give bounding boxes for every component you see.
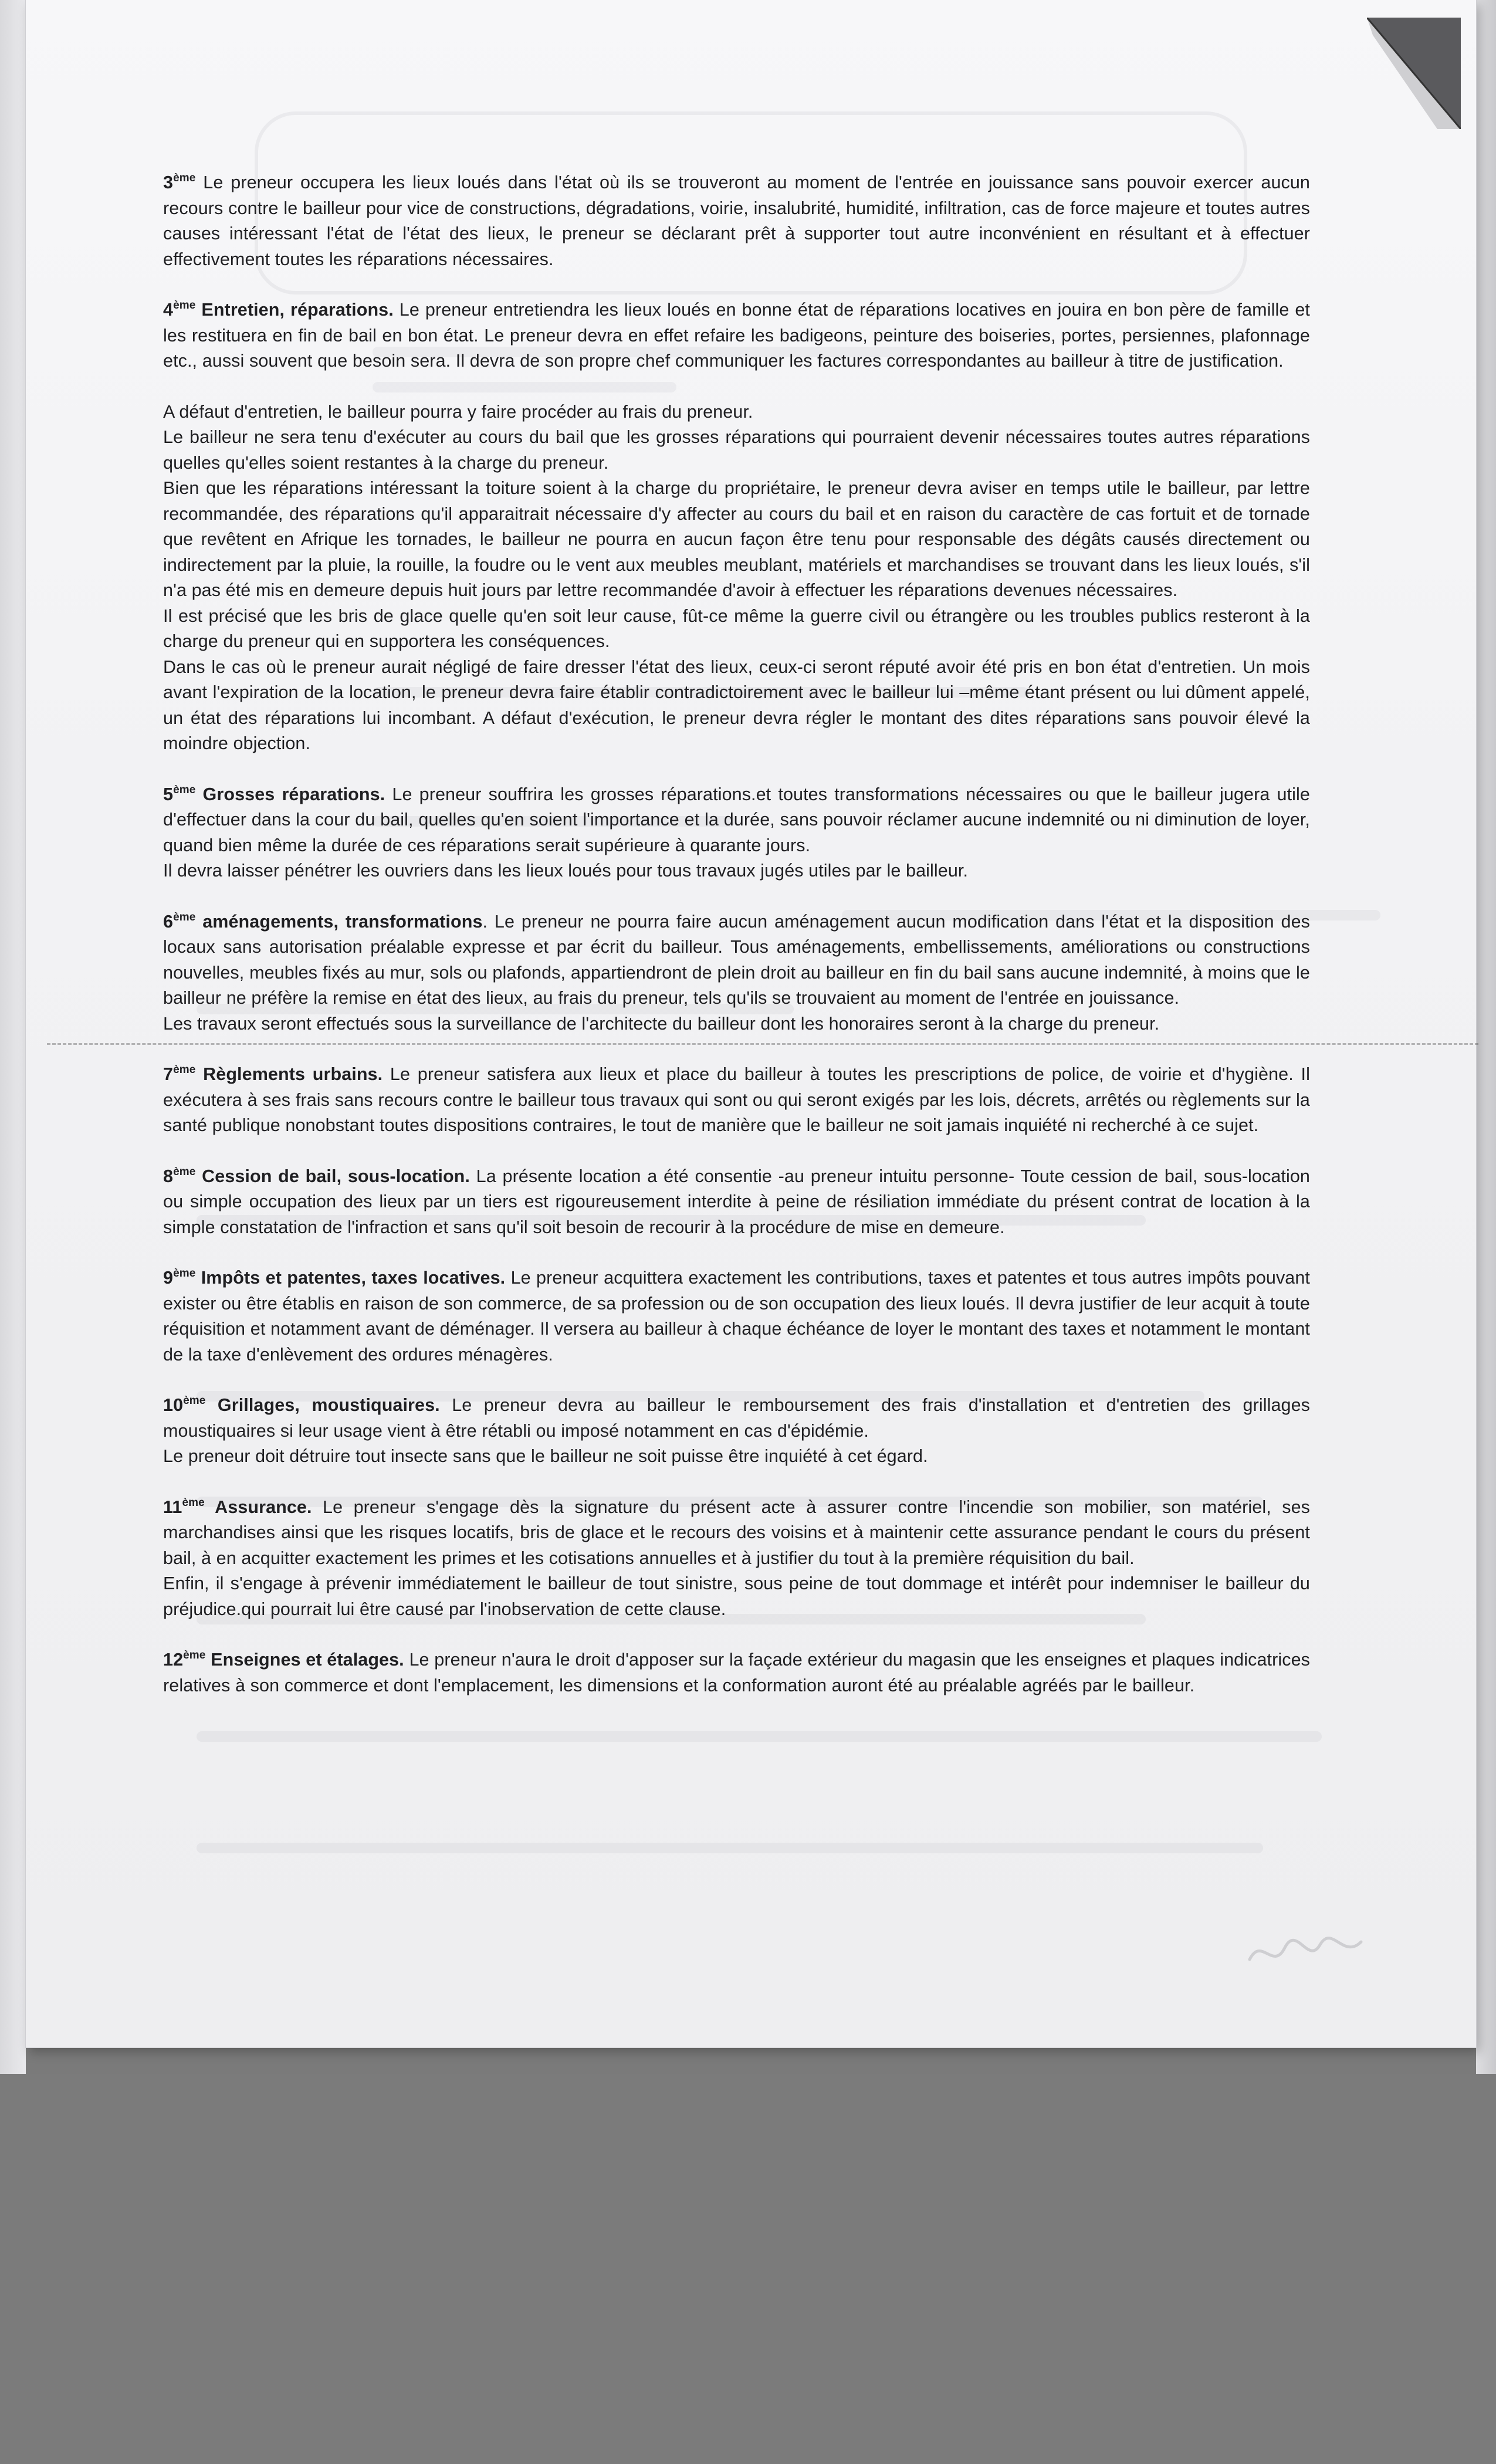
scan-right-edge (1476, 0, 1496, 2074)
clause-title: aménagements, transformations (195, 911, 483, 932)
clause-paragraph (163, 1062, 1310, 1139)
clause-number (163, 912, 195, 932)
clause-text: Le preneur occupera les lieux loués dans l'état où ils se trouveront au moment de l'entrée en jouissance sans pouvoir exercer aucun recours contre le bailleur pour vice de constructions, dégradations, voirie, insalubrité, humidité, infiltration, cas de force majeure et toutes autres causes intéressant l'état de l'état des lieux, le preneur se déclarant prêt à supporter tout autre inconvénient en résultant et à effectuer effectivement toutes les réparations nécessaires. (163, 172, 1310, 269)
clause-text: Bien que les réparations intéressant la toiture soient à la charge du propriétaire, le preneur devra aviser en temps utile le bailleur, par lettre recommandée, des réparations qu'il apparaitrait nécessaire d'y affecter au cours du bail et en raison du caractère de cas fortuit et de tornade que revêtent en Afrique les tornades, le bailleur ne pourra en aucun façon être tenu pour responsable des dégâts causés directement ou indirectement par la pluie, la rouille, la foudre ou le vent aux meubles meublant, matériels et marchandises se trouvant dans les lieux loués, s'il n'a pas été mis en demeure depuis huit jours par lettre recommandée d'avoir à effectuer les réparations devenues nécessaires. (163, 478, 1310, 600)
clause-paragraph (163, 400, 1310, 425)
clause-text: Le preneur s'engage dès la signature du présent acte à assurer contre l'incendie son mobilier, son matériel, ses marchandises ainsi que les risques locatifs, bris de glace et le recours des voisins et à maintenir cette assurance pendant le cours du présent bail, à en acquitter exactement les primes et les cotisations annuelles et à justifier du tout à la première réquisition du bail. (163, 1497, 1310, 1568)
clause-number-value: 4 (163, 300, 174, 320)
clause-number (163, 1268, 195, 1288)
clause-text: Le preneur doit détruire tout insecte sans que le bailleur ne soit puisse être inquiété à cet égard. (163, 1446, 928, 1466)
clause-3 (163, 170, 1310, 272)
clause-number (163, 172, 195, 192)
clause-10 (163, 1393, 1310, 1470)
clause-number (163, 1650, 205, 1670)
clause-cont (163, 400, 1310, 757)
clause-text: Enfin, il s'engage à prévenir immédiatement le bailleur de tout sinistre, sous peine de tout dommage et intérêt pour indemniser le bailleur du préjudice.qui pourrait lui être causé par l'inobservation de cette clause. (163, 1573, 1310, 1619)
folded-corner-icon (1367, 18, 1461, 129)
clause-number-value: 12 (163, 1650, 184, 1670)
clause-title: Entretien, réparations. (195, 300, 394, 320)
clause-number-value: 9 (163, 1268, 174, 1288)
clause-paragraph (163, 1164, 1310, 1241)
clause-paragraph (163, 909, 1310, 1011)
clause-title: Grosses réparations. (195, 784, 385, 804)
clause-text: Le preneur entretiendra les lieux loués en bonne état de réparations locatives en jouira en bon père de famille et les restituera en fin de bail en bon état. Le preneur devra en effet refaire les badigeons, peinture des boiseries, portes, persiennes, plafonnage etc., aussi souvent que besoin sera. Il devra de son propre chef communiquer les factures correspondantes au bailleur à titre de justification. (163, 300, 1310, 371)
clause-6 (163, 909, 1310, 1037)
clause-number-value: 10 (163, 1395, 184, 1415)
clause-text: Le preneur satisfera aux lieux et place du bailleur à toutes les prescriptions de police, de voirie et d'hygiène. Il exécutera à ses frais sans recours contre le bailleur tous travaux qui sont ou qui seront exigés par les lois, décrets, arrêtés ou règlements sur la santé publique nonobstant toutes dispositions contraires, le tout de manière que le bailleur ne soit jamais inquiété ni recherché à ce sujet. (163, 1064, 1310, 1135)
clause-number-suffix: ème (173, 299, 196, 312)
clause-number-value: 7 (163, 1064, 174, 1084)
clause-number-suffix: ème (173, 1064, 196, 1076)
clause-number (163, 300, 195, 320)
clause-text: Le preneur devra au bailleur le remboursement des frais d'installation et d'entretien des grillages moustiquaires si leur usage vient à être rétabli ou imposé notamment en cas d'épidémie. (163, 1395, 1310, 1441)
clause-number-value: 11 (163, 1497, 182, 1517)
clause-title: Grillages, moustiquaires. (205, 1395, 440, 1415)
clause-paragraph (163, 1393, 1310, 1444)
clause-number-value: 3 (163, 172, 174, 192)
clause-paragraph (163, 1444, 1310, 1470)
clause-11 (163, 1495, 1310, 1623)
clause-paragraph (163, 1265, 1310, 1368)
clause-number (163, 784, 195, 804)
clause-paragraph (163, 1647, 1310, 1698)
clause-text: Les travaux seront effectués sous la surveillance de l'architecte du bailleur dont les honoraires seront à la charge du preneur. (163, 1013, 1160, 1034)
clause-text: Dans le cas où le preneur aurait négligé de faire dresser l'état des lieux, ceux-ci seront réputé avoir été pris en bon état d'entretien. Un mois avant l'expiration de la location, le preneur devra faire établir contradictoirement avec le bailleur lui –même étant présent ou lui dûment appelé, un état des réparations lui incombant. A défaut d'exécution, le preneur devra régler le montant des dites réparations sans pouvoir élevé la moindre objection. (163, 656, 1310, 753)
clause-number (163, 1497, 205, 1517)
clause-text: Il est précisé que les bris de glace quelle qu'en soit leur cause, fût-ce même la guerre civil ou étrangère ou les troubles publics resteront à la charge du preneur qui en supportera les conséquences. (163, 605, 1310, 651)
clause-paragraph (163, 1495, 1310, 1572)
clause-5 (163, 782, 1310, 884)
clause-number-suffix: ème (182, 1496, 205, 1509)
clause-number-suffix: ème (183, 1649, 206, 1661)
clause-number-value: 5 (163, 784, 174, 804)
clause-number-suffix: ème (173, 783, 196, 796)
clause-number (163, 1064, 195, 1084)
clause-paragraph (163, 782, 1310, 859)
clause-title: Cession de bail, sous-location. (195, 1166, 470, 1186)
clause-number (163, 1395, 205, 1415)
clause-paragraph (163, 1571, 1310, 1622)
signature-scribble (1244, 1924, 1367, 1977)
clause-number-suffix: ème (173, 172, 196, 184)
clause-paragraph (163, 476, 1310, 604)
clause-9 (163, 1265, 1310, 1368)
clause-4 (163, 297, 1310, 374)
clause-title: Règlements urbains. (195, 1064, 383, 1084)
clause-paragraph (163, 170, 1310, 272)
clause-text: La présente location a été consentie -au preneur intuitu personne- Toute cession de bail, sous-location ou simple occupation des lieux par un tiers est rigoureusement interdite à peine de résiliation immédiate du présent contrat de location à la simple constatation de l'infraction et sans qu'il soit besoin de recourir à la procédure de mise en demeure. (163, 1166, 1310, 1237)
clause-number-value: 6 (163, 911, 174, 932)
clause-number (163, 1166, 195, 1186)
clause-8 (163, 1164, 1310, 1241)
clause-text: Le preneur acquittera exactement les contributions, taxes et patentes et tous autres impôts pouvant exister ou être établis en raison de son commerce, de sa profession ou de son occupation des lieux loués. Il devra justifier de leur acquit à toute réquisition et notamment avant de déménager. Il versera au bailleur à chaque échéance de loyer le montant des taxes et notamment le montant de la taxe d'enlèvement des ordures ménagères. (163, 1268, 1311, 1365)
clause-paragraph (163, 655, 1310, 757)
clause-text: Le preneur n'aura le droit d'apposer sur la façade extérieur du magasin que les enseignes et plaques indicatrices relatives à son commerce et dont l'emplacement, les dimensions et la conformation auront été au préalable agréés par le bailleur. (163, 1650, 1310, 1695)
clause-text: Il devra laisser pénétrer les ouvriers dans les lieux loués pour tous travaux jugés utiles par le bailleur. (163, 861, 969, 881)
clause-text: . Le preneur ne pourra faire aucun aménagement aucun modification dans l'état et la disposition des locaux sans autorisation préalable expresse et par écrit du bailleur. Tous aménagements, embellissements, améliorations ou constructions nouvelles, meubles fixés au mur, sols ou plafonds, appartiendront de plein droit au bailleur en fin du bail sans aucune indemnité, à moins que le bailleur ne préfère la remise en état des lieux, au frais du preneur, tels qu'ils se trouvaient au moment de l'entrée en jouissance. (163, 911, 1310, 1008)
clause-paragraph (163, 604, 1310, 655)
clause-number-suffix: ème (173, 911, 196, 923)
clause-text: Le preneur souffrira les grosses réparations.et toutes transformations nécessaires ou que le bailleur jugera utile d'effectuer dans la cour du bail, quelles qu'en soient l'importance et la durée, sans pouvoir réclamer aucune indemnité ou ni diminution de loyer, quand bien même la durée de ces réparations serait supérieure à quarante jours. (163, 784, 1310, 855)
clause-paragraph (163, 297, 1310, 374)
clause-text: Le bailleur ne sera tenu d'exécuter au cours du bail que les grosses réparations qui pourraient devenir nécessaires toutes autres réparations quelles qu'elles soient restantes à la charge du preneur. (163, 427, 1310, 473)
clause-number-value: 8 (163, 1166, 174, 1186)
clause-paragraph (163, 1011, 1310, 1037)
clause-paragraph (163, 425, 1310, 476)
scanner-background (0, 2074, 1496, 2464)
document-body (163, 170, 1310, 1724)
clause-number-suffix: ème (183, 1395, 206, 1407)
clause-title: Enseignes et étalages. (205, 1650, 404, 1670)
clause-12 (163, 1647, 1310, 1698)
clause-text: A défaut d'entretien, le bailleur pourra y faire procéder au frais du preneur. (163, 401, 753, 422)
clause-paragraph (163, 858, 1310, 884)
clause-title: Impôts et patentes, taxes locatives. (195, 1268, 506, 1288)
scan-left-edge (0, 0, 26, 2074)
clause-7 (163, 1062, 1310, 1139)
clause-number-suffix: ème (173, 1165, 196, 1178)
clause-number-suffix: ème (173, 1267, 196, 1280)
clause-title: Assurance. (204, 1497, 312, 1517)
